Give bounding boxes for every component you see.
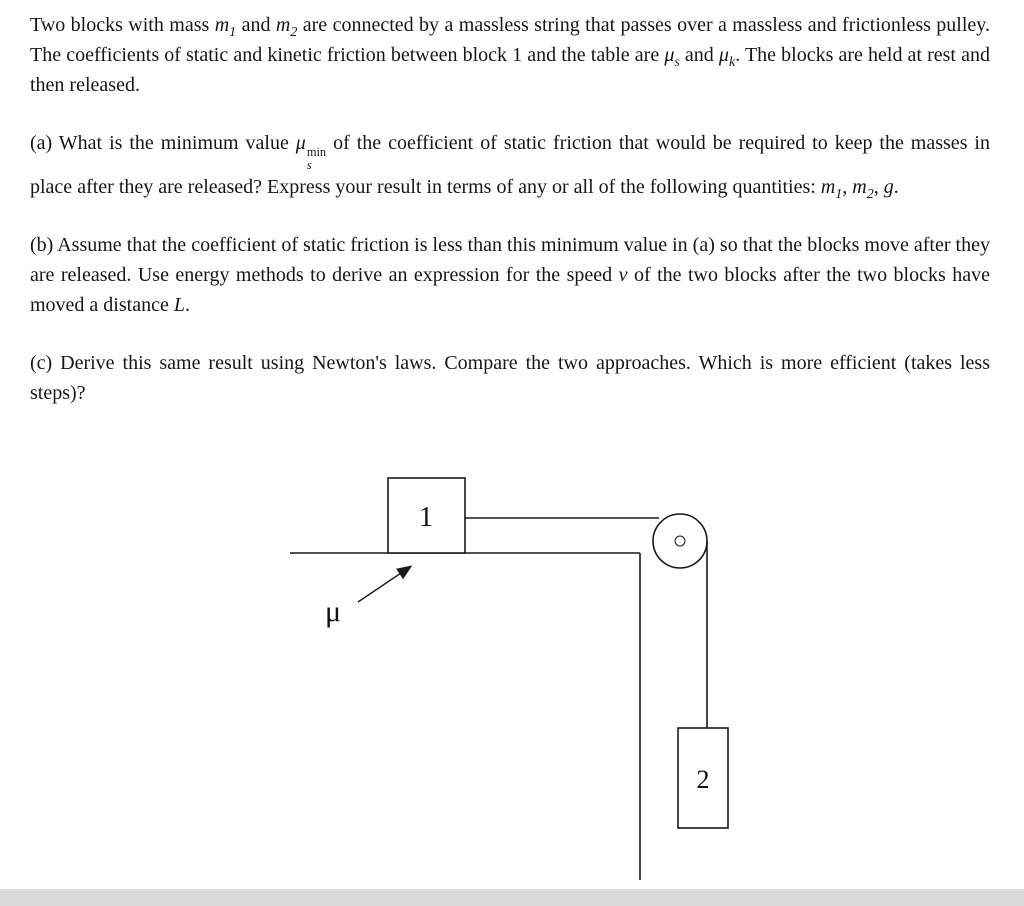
problem-text bbox=[30, 10, 990, 436]
mu-arrow bbox=[358, 567, 410, 602]
pulley-axle-dot bbox=[675, 536, 685, 546]
pulley-wheel bbox=[653, 514, 707, 568]
paragraph-part-b: (b) Assume that the coefficient of static friction is less than this minimum value in (a) so that the blocks move after they are released. Use energy methods to derive an expression for the speed v of the two blocks after the two blocks have moved a distance L. bbox=[30, 233, 990, 316]
math-symbol: $\mu_s$ bbox=[664, 44, 680, 70]
paragraph-intro: Two blocks with mass $m_1$ and $m_2$ are connected by a massless string that passes over a massless and frictionless pulley. The coefficients of static and kinetic friction between block 1 and the table are $\mu_s$ and $\mu_k$. The blocks are held at rest and then released. bbox=[30, 14, 990, 96]
math-symbol: L bbox=[173, 293, 185, 316]
block2-label: 2 bbox=[696, 765, 710, 794]
block1-label: 1 bbox=[419, 502, 433, 533]
paragraph-part-c: (c) Derive this same result using Newton's laws. Compare the two approaches. Which is more efficient (takes less steps)? bbox=[30, 351, 990, 404]
math-symbol: $m_2$ bbox=[852, 175, 874, 202]
footer-strip bbox=[0, 889, 1024, 906]
pulley-diagram bbox=[0, 458, 1024, 888]
math-symbol: g bbox=[883, 175, 894, 198]
math-symbol: $\mu_k$ bbox=[718, 44, 736, 70]
math-symbol: $m_1$ bbox=[820, 175, 843, 202]
math-symbol: v bbox=[618, 263, 628, 286]
mu-label: μ bbox=[325, 595, 342, 628]
paragraph-part-a: (a) What is the minimum value μ min s of the coefficient of static friction that would be required to keep the masses in place after they are released? Express your result in terms of any or all of the following quantities: $m_1$, $m_2$, g. bbox=[30, 132, 990, 202]
math-symbol: $m_2$ bbox=[275, 14, 298, 40]
math-symbol: $m_1$ bbox=[214, 14, 237, 40]
math-symbol: μ min s bbox=[295, 132, 327, 172]
